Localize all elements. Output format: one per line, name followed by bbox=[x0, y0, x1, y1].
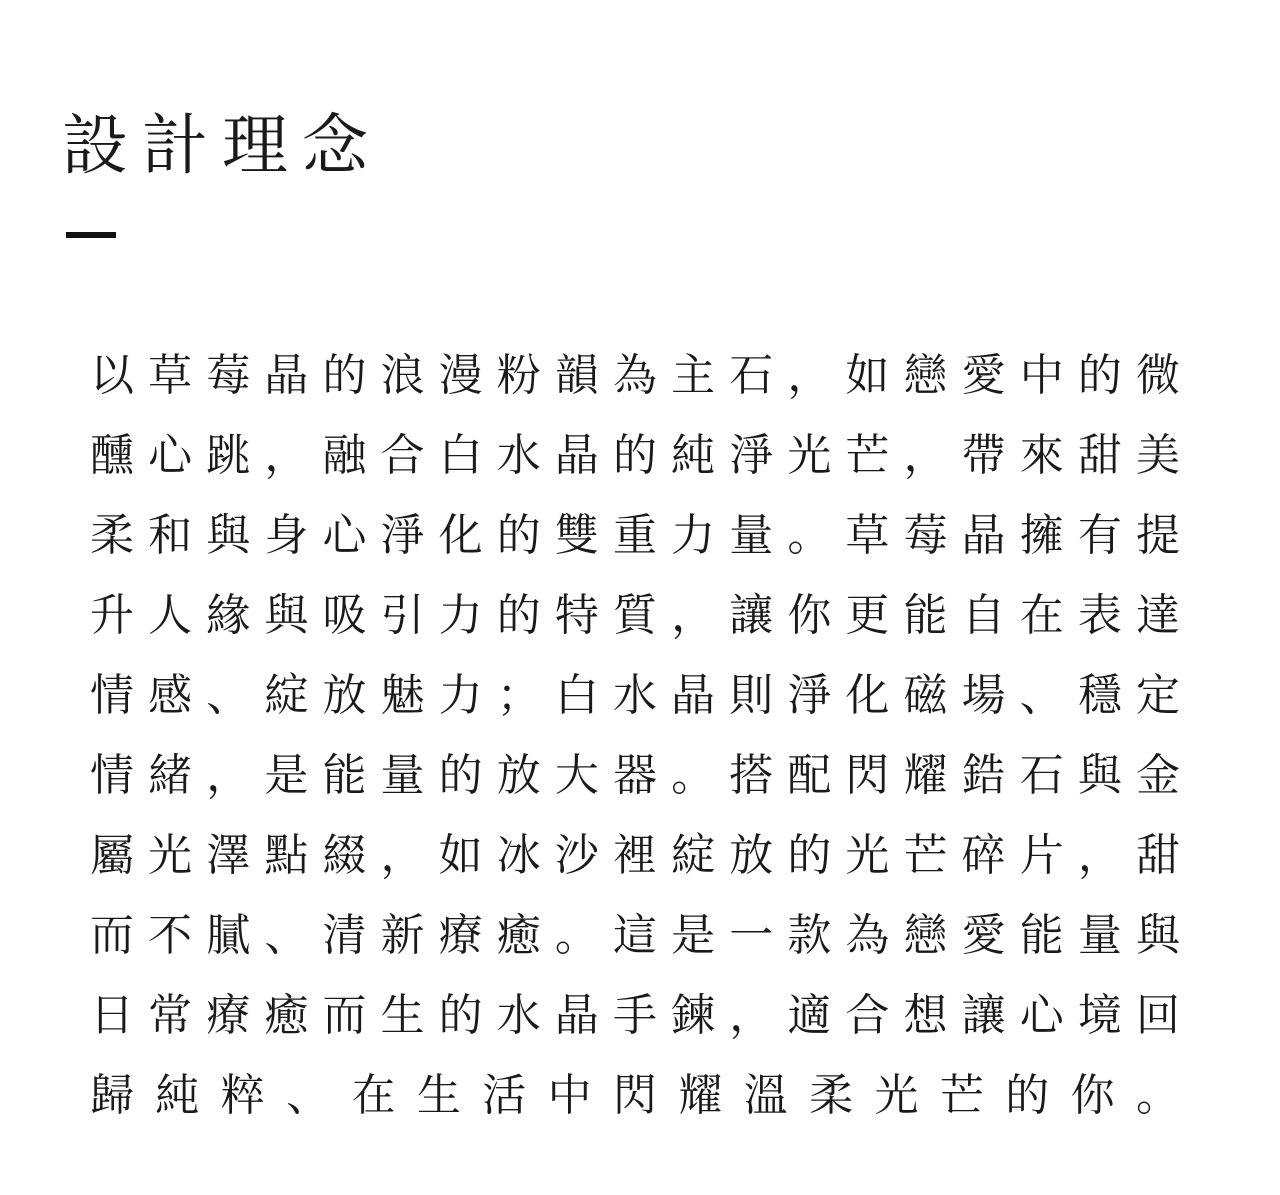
title-divider bbox=[66, 232, 116, 238]
design-concept-paragraph bbox=[90, 336, 1180, 1136]
paragraph-line: 情 感 、 綻 放 魅 力 ； 白 水 晶 則 淨 化 磁 場 、 穩 定 bbox=[90, 670, 1180, 721]
paragraph-line: 醺 心 跳 ， 融 合 白 水 晶 的 純 淨 光 芒 ， 帶 來 甜 美 bbox=[90, 430, 1180, 481]
paragraph-line: 以 草 莓 晶 的 浪 漫 粉 韻 為 主 石 ， 如 戀 愛 中 的 微 bbox=[90, 350, 1180, 401]
paragraph-line: 升 人 緣 與 吸 引 力 的 特 質 ， 讓 你 更 能 自 在 表 達 bbox=[90, 590, 1180, 641]
paragraph-line: 屬 光 澤 點 綴 ， 如 冰 沙 裡 綻 放 的 光 芒 碎 片 ， 甜 bbox=[90, 830, 1180, 881]
paragraph-line: 而 不 膩 、 清 新 療 癒 。 這 是 一 款 為 戀 愛 能 量 與 bbox=[90, 910, 1180, 961]
paragraph-line: 柔 和 與 身 心 淨 化 的 雙 重 力 量 。 草 莓 晶 擁 有 提 bbox=[90, 510, 1180, 561]
paragraph-line: 日 常 療 癒 而 生 的 水 晶 手 鍊 ， 適 合 想 讓 心 境 回 bbox=[90, 990, 1180, 1041]
paragraph-line: 情 緒 ， 是 能 量 的 放 大 器 。 搭 配 閃 耀 鋯 石 與 金 bbox=[90, 750, 1180, 801]
paragraph-line: 歸 純 粹 、 在 生 活 中 閃 耀 溫 柔 光 芒 的 你 。 bbox=[90, 1070, 1180, 1121]
page-title: 設計理念 bbox=[62, 107, 382, 184]
